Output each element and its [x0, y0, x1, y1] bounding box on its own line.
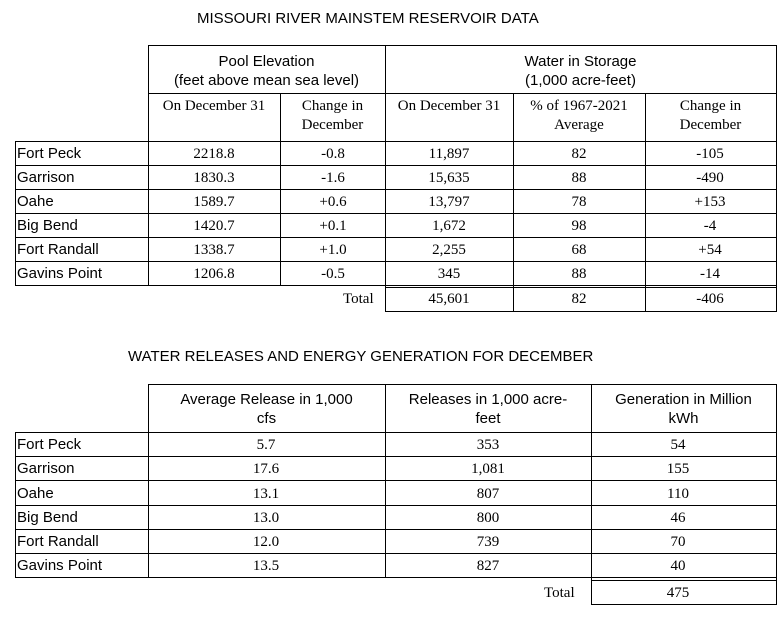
table1-header-pool-elevation: Pool Elevation (feet above mean sea level)	[173, 53, 360, 89]
table2-cell-average-release: 12.0	[252, 534, 280, 550]
table1-col-elev-dec31: On December 31	[162, 98, 266, 114]
table1-cell-elevation-change: -0.8	[321, 146, 345, 162]
table1-cell-elevation: 1338.7	[193, 242, 235, 258]
table1-cell-reservoir-name: Big Bend	[17, 217, 78, 234]
table1-total-label: Total	[343, 291, 374, 307]
table2-total-generation: 475	[666, 585, 690, 601]
table1-cell-storage: 1,672	[432, 218, 466, 234]
table1-cell-storage: 11,897	[428, 146, 470, 162]
table2-cell-average-release: 5.7	[256, 437, 276, 453]
table2-title: WATER RELEASES AND ENERGY GENERATION FOR DECEMBER	[128, 348, 594, 365]
table1-cell-storage: 345	[437, 266, 461, 282]
table2-cell-release-volume: 807	[476, 486, 500, 502]
table1-cell-elevation: 1830.3	[193, 170, 235, 186]
table2-cell-generation: 155	[666, 461, 690, 477]
table2-cell-reservoir-name: Fort Peck	[17, 436, 82, 453]
table1-cell-storage: 15,635	[428, 170, 470, 186]
table1-col-storage-pct: % of 1967-2021 Average	[530, 98, 628, 133]
table1-cell-storage-pct-avg: 98	[571, 218, 587, 234]
table1-cell-storage: 13,797	[428, 194, 470, 210]
table2-col-generation: Generation in Million kWh	[615, 391, 752, 427]
table1-cell-reservoir-name: Oahe	[17, 193, 54, 210]
table1-cell-elevation-change: +1.0	[319, 242, 347, 258]
table2-cell-reservoir-name: Gavins Point	[17, 557, 103, 574]
table2-col-release: Average Release in 1,000 cfs	[180, 391, 353, 427]
table2-cell-generation: 40	[670, 558, 686, 574]
table2-cell-release-volume: 353	[476, 437, 500, 453]
table1-cell-storage-pct-avg: 78	[571, 194, 587, 210]
table2-cell-average-release: 13.1	[252, 486, 280, 502]
table1-cell-storage-pct-avg: 88	[571, 170, 587, 186]
table2-cell-reservoir-name: Big Bend	[17, 509, 78, 526]
table2-cell-reservoir-name: Oahe	[17, 485, 54, 502]
table2-cell-release-volume: 739	[476, 534, 500, 550]
table1-cell-storage-pct-avg: 88	[571, 266, 587, 282]
table1-cell-elevation-change: +0.1	[319, 218, 347, 234]
table1-cell-storage-change: -4	[703, 218, 717, 234]
table1-cell-storage-pct-avg: 82	[571, 146, 587, 162]
table1-header-water-storage: Water in Storage (1,000 acre-feet)	[524, 53, 637, 89]
table2-col-volume: Releases in 1,000 acre- feet	[408, 391, 568, 427]
table2-cell-release-volume: 800	[476, 510, 500, 526]
table2-cell-reservoir-name: Garrison	[17, 460, 75, 477]
table2-cell-generation: 46	[670, 510, 686, 526]
table1-cell-reservoir-name: Garrison	[17, 169, 75, 186]
table2-cell-reservoir-name: Fort Randall	[17, 533, 99, 550]
table1-cell-storage-change: -105	[696, 146, 724, 162]
table1-cell-storage-change: -490	[696, 170, 724, 186]
table1-cell-elevation-change: +0.6	[319, 194, 347, 210]
table1-total-pct: 82	[571, 291, 587, 307]
table1-cell-reservoir-name: Fort Randall	[17, 241, 99, 258]
table1-col-storage-change: Change in December	[679, 98, 742, 133]
table1-cell-elevation-change: -1.6	[321, 170, 345, 186]
table1-total-change: -406	[696, 291, 724, 307]
table1-cell-storage-change: +54	[698, 242, 722, 258]
table2-cell-average-release: 17.6	[252, 461, 280, 477]
table1-col-elev-change: Change in December	[301, 98, 364, 133]
table1-cell-reservoir-name: Fort Peck	[17, 145, 82, 162]
table1-cell-elevation: 1420.7	[193, 218, 235, 234]
table2-cell-generation: 110	[667, 486, 689, 502]
table2-total-label: Total	[544, 585, 575, 601]
table2-cell-generation: 70	[670, 534, 686, 550]
table2-cell-generation: 54	[670, 437, 686, 453]
table1-cell-elevation: 1206.8	[193, 266, 235, 282]
table1-title: MISSOURI RIVER MAINSTEM RESERVOIR DATA	[197, 10, 539, 27]
table1-cell-elevation: 1589.7	[193, 194, 235, 210]
table1-cell-storage-change: +153	[694, 194, 726, 210]
table1-cell-storage-change: -14	[700, 266, 720, 282]
table1-cell-storage-pct-avg: 68	[571, 242, 587, 258]
table2-cell-release-volume: 827	[476, 558, 500, 574]
table2-cell-average-release: 13.5	[252, 558, 280, 574]
table1-cell-reservoir-name: Gavins Point	[17, 265, 103, 282]
table1-col-storage-dec31: On December 31	[397, 98, 501, 114]
table2-cell-average-release: 13.0	[252, 510, 280, 526]
table1-cell-elevation: 2218.8	[193, 146, 235, 162]
table2-cell-release-volume: 1,081	[471, 461, 505, 477]
table1-total-storage: 45,601	[428, 291, 470, 307]
table1-cell-storage: 2,255	[432, 242, 466, 258]
table1-cell-elevation-change: -0.5	[321, 266, 345, 282]
